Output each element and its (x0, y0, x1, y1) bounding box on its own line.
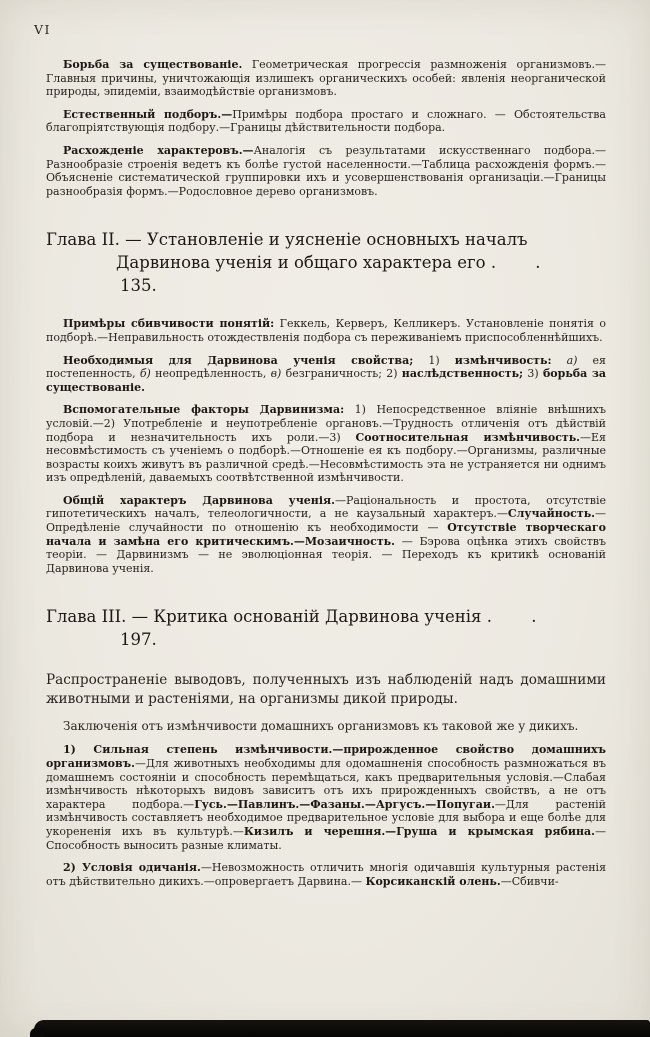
text-run: неопредѣленность, (150, 367, 271, 381)
text-run (552, 354, 567, 367)
text-run: —Для растеній измѣнчивость составляетъ необходимое предварительное условіе для выбора и еще болѣе для укорененія ихъ въ культурѣ.— (46, 797, 606, 838)
toc-paragraph (46, 108, 606, 135)
text-run: Вспомогательные факторы Дарвинизма: (63, 403, 345, 417)
text-run: Кизилъ и черешня.—Груша и крымская рябина. (243, 825, 595, 838)
toc-paragraph (46, 354, 606, 395)
text-run: Геометрическая прогрессія размноженія организмовъ.—Главныя причины, уничтожающія излишекъ органическихъ особей: явленія неорганической природы, эпидеміи, взаимодѣйствіе организмовъ. (46, 58, 606, 99)
text-run: ея постепенность, (46, 353, 606, 381)
text-run: Расхожденіе характеровъ.— (63, 143, 254, 157)
chapter-heading (46, 605, 606, 651)
page-content (46, 58, 606, 897)
toc-paragraph (46, 718, 606, 734)
text-run: —Для животныхъ необходимы для одомашненія способность размножаться въ домашнемъ состояніи и способность перемѣщаться, какъ предварительныя условія.—Слабая измѣнчивость нѣкоторыхъ видовъ зависитъ отъ ихъ прирожденныхъ свойствъ, а не отъ характера подбора.— (46, 757, 606, 811)
text-run: 3) (523, 367, 543, 381)
toc-paragraph (46, 144, 606, 198)
text-run: Примѣры сбивчивости понятій: (63, 317, 275, 331)
text-run: —Опредѣленіе случайности по отношенію къ необходимости — (46, 507, 606, 535)
toc-paragraph (46, 861, 606, 888)
text-run: Заключенія отъ измѣнчивости домашнихъ организмовъ къ таковой же у дикихъ. (63, 719, 579, 734)
text-run: наслѣдственность; (401, 367, 524, 381)
text-run: Гусь.—Павлинъ.—Фазаны.—Аргусъ.—Попугаи. (194, 797, 495, 811)
text-run: безграничность; 2) (281, 367, 402, 381)
text-run: Естественный подборъ.— (63, 107, 233, 121)
chapter-page-number: 197. (120, 630, 157, 650)
text-run: Распространеніе выводовъ, полученныхъ изъ наблюденій надъ домашними животными и растеніями, на организмы дикой природы. (46, 672, 606, 708)
text-run: борьба за существованіе. (46, 367, 606, 394)
chapter-heading (46, 228, 606, 297)
text-run: измѣнчивость: (454, 353, 552, 367)
text-run: 2) Условія одичанія. (63, 861, 201, 875)
scan-artifact-bar (34, 1020, 650, 1037)
text-run: Общій характеръ Дарвинова ученія. (63, 493, 335, 507)
dot-leader: . . (486, 607, 537, 627)
toc-paragraph (46, 671, 606, 709)
text-run: 1) Сильная степень измѣнчивости.—прирожденное свойство домашнихъ организмовъ. (46, 743, 606, 771)
text-run: Аналогія съ результатами искусственнаго подбора.—Разнообразіе строенія ведетъ къ болѣе густой населенности.—Таблица расхожденія формъ.—Объясненіе систематической группировки ихъ и усовершенствованія организаціи.—Границы разнообразія формъ.—Родословное дерево организмовъ. (46, 143, 606, 198)
chapter-title-text: Глава III. — Критика основаній Дарвинова ученія (46, 607, 487, 627)
text-run: Соотносительная измѣнчивость. (355, 430, 581, 444)
text-run: —Раціональность и простота, отсутствіе гипотетическихъ началъ, телеологичности, а не каузальный характеръ.— (46, 493, 606, 521)
toc-paragraph (46, 403, 606, 485)
text-run: Геккель, Керверъ, Келликеръ. Установленіе понятія о подборѣ.—Неправильность отождествленія подбора съ переживаніемъ приспособленнѣйшихъ. (46, 317, 606, 344)
text-run: Борьба за существованіе. (63, 58, 243, 71)
text-run: —Ея несовмѣстимость съ ученіемъ о подборѣ.—Отношеніе ея къ подбору.—Организмы, различные возрасты коихъ живутъ въ различной средѣ.—Несовмѣстимость эта не устраняется ни однимъ изъ опредѣленій, даваемыхъ соотвѣтственной измѣнчивости. (46, 430, 606, 485)
dot-leader: . . (490, 253, 541, 273)
toc-paragraph (46, 743, 606, 852)
toc-paragraph (46, 317, 606, 344)
toc-paragraph (46, 58, 606, 99)
text-run: Необходимыя для Дарвинова ученія свойства; (63, 353, 414, 367)
text-run: б) (139, 367, 151, 381)
text-run: в) (270, 367, 282, 381)
text-run: — Бэрова оцѣнка этихъ свойствъ теоріи. — Дарвинизмъ — не эволюціонная теорія. — Переходъ къ критикѣ основаній Дарвинова ученія. (46, 534, 606, 575)
text-run: Отсутствіе творческаго начала и замѣна его критическимъ.—Мозаичность. (46, 521, 606, 548)
text-run: —Сбивчи- (500, 874, 559, 888)
text-run: 1) Непосредственное вліяніе внѣшнихъ условій.—2) Употребленіе и неупотребленіе органовъ.—Трудность отличенія отъ дѣйствій подбора и незначительность ихъ роли.—3) (46, 403, 607, 444)
text-run: а) (566, 353, 578, 367)
text-run: —Способность выносить разные климаты. (46, 825, 606, 852)
chapter-page-number: 135. (120, 276, 157, 296)
folio-page-number: VI (34, 22, 51, 37)
text-run: —Невозможность отличить многія одичавшія культурныя растенія отъ дѣйствительно дикихъ.—опровергаетъ Дарвина.— (46, 861, 607, 888)
chapter-title-text: Глава II. — Установленіе и уясненіе основныхъ началъ Дарвинова ученія и общаго характера его (46, 230, 528, 273)
text-run: Корсиканскій олень. (365, 874, 501, 888)
text-run: Случайность. (507, 507, 595, 521)
text-run: 1) (413, 353, 455, 367)
text-run: Примѣры подбора простаго и сложнаго. — Обстоятельства благопріятствующія подбору.—Границы дѣйствительности подбора. (46, 107, 606, 135)
toc-paragraph (46, 494, 606, 576)
